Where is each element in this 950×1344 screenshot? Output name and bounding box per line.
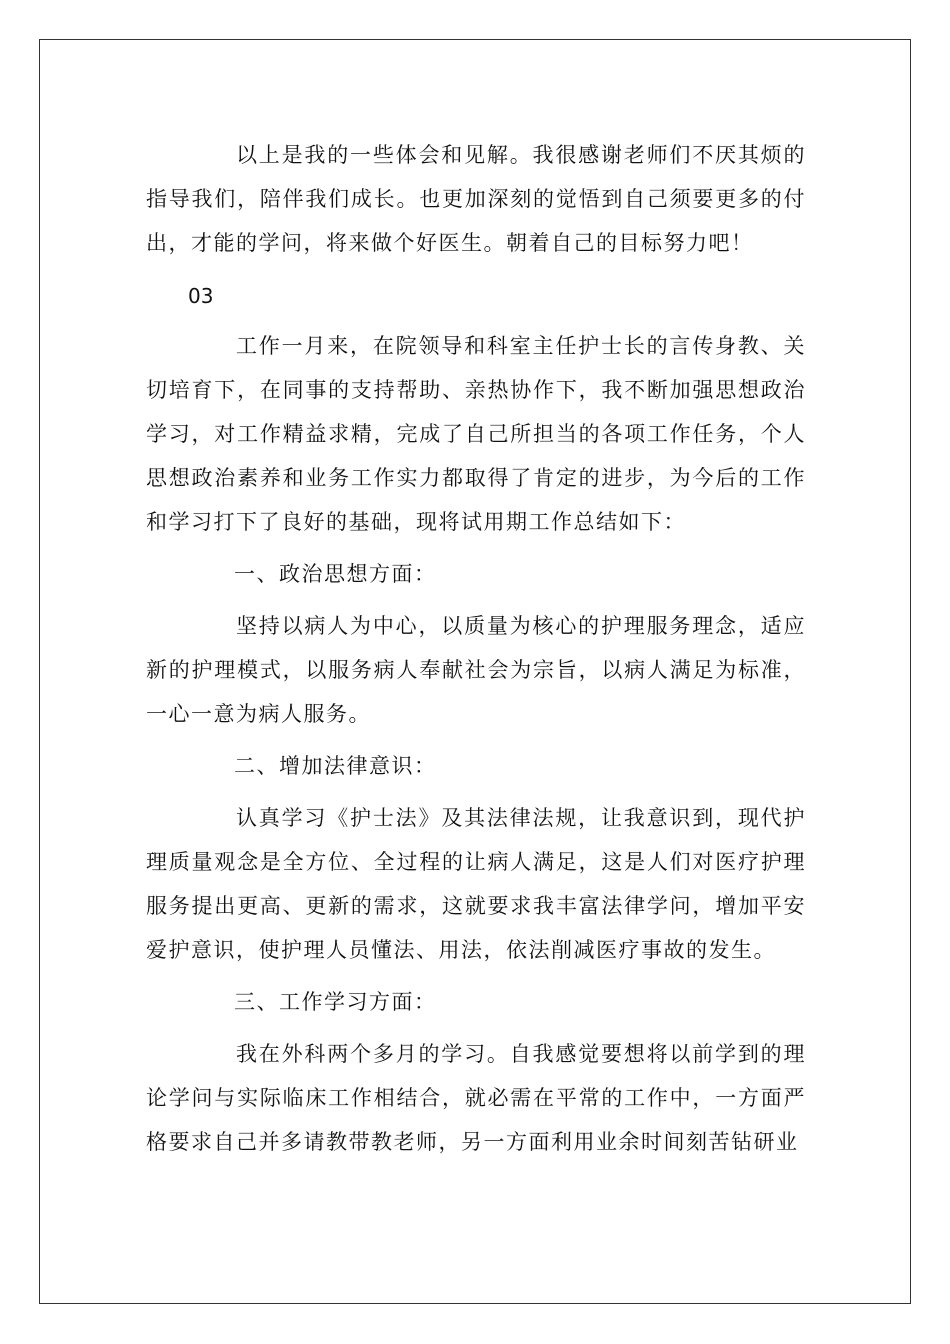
paragraph-political-thought: 坚持以病人为中心，以质量为核心的护理服务理念，适应新的护理模式，以服务病人奉献社会为宗旨，以病人满足为标准，一心一意为病人服务。 [146, 614, 806, 726]
paragraph-legal-awareness: 认真学习《护士法》及其法律法规，让我意识到，现代护理质量观念是全方位、全过程的让病人满足，这是人们对医疗护理服务提出更高、更新的需求，这就要求我丰富法律学问，增加平安爱护意识，使护理人员懂法、用法，依法削减医疗事故的发生。 [146, 806, 806, 962]
document-body [146, 133, 806, 1164]
paragraph-work-study: 我在外科两个多月的学习。自我感觉要想将以前学到的理论学问与实际临床工作相结合，就必需在平常的工作中，一方面严格要求自己并多请教带教老师，另一方面利用业余时间刻苦钻研业 [146, 1042, 806, 1154]
paragraph-closing-reflection: 以上是我的一些体会和见解。我很感谢老师们不厌其烦的指导我们，陪伴我们成长。也更加深刻的觉悟到自己须要更多的付出，才能的学问，将来做个好医生。朝着自己的目标努力吧！ [146, 143, 806, 255]
section-number: 03 [188, 284, 214, 308]
paragraph-intro-summary: 工作一月来，在院领导和科室主任护士长的言传身教、关切培育下，在同事的支持帮助、亲热协作下，我不断加强思想政治学习，对工作精益求精，完成了自己所担当的各项工作任务，个人思想政治素养和业务工作实力都取得了肯定的进步，为今后的工作和学习打下了良好的基础，现将试用期工作总结如下： [146, 334, 806, 534]
heading-political-thought: 一、政治思想方面： [234, 562, 437, 586]
heading-work-study: 三、工作学习方面： [234, 990, 437, 1014]
heading-legal-awareness: 二、增加法律意识： [234, 754, 437, 778]
